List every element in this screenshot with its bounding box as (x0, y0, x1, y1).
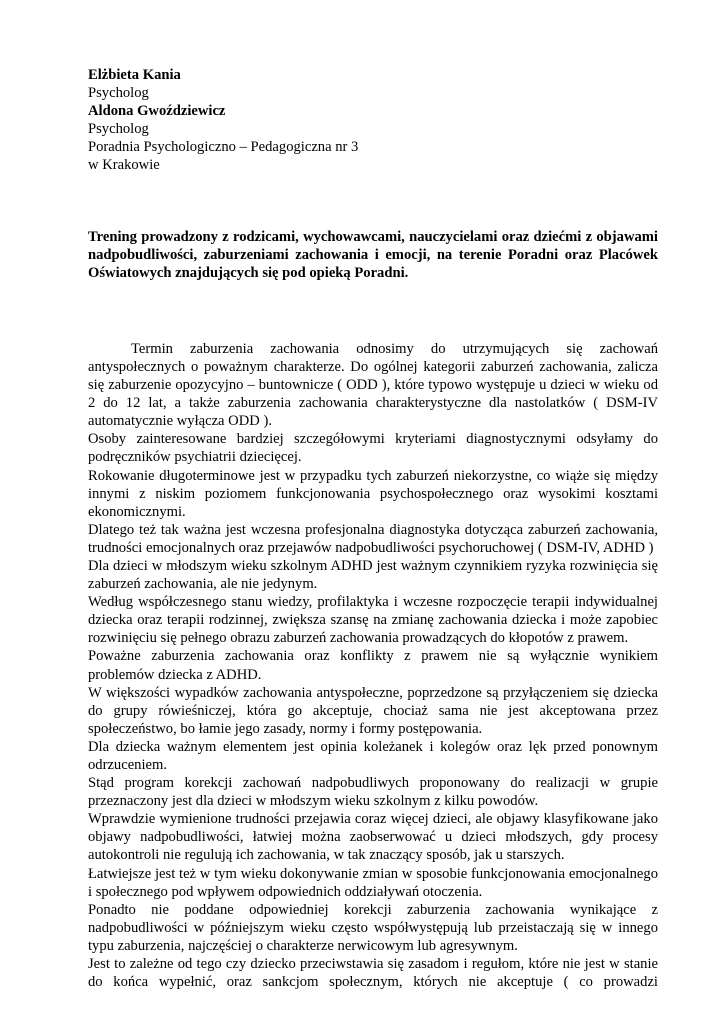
paragraph: Ponadto nie poddane odpowiedniej korekcji zaburzenia zachowania wynikające z nadpobudliwości w późniejszym wieku często współwystępują lub przeistaczają się w innego typu zaburzenia, najczęściej o charakterze nerwicowym lub agresywnym. (88, 901, 658, 954)
author1-role: Psycholog (88, 85, 149, 102)
paragraph: Poważne zaburzenia zachowania oraz konflikty z prawem nie są wyłącznie wynikiem problemów dziecka z ADHD. (88, 648, 658, 683)
paragraph: Termin zaburzenia zachowania odnosimy do utrzymujących się zachowań antyspołecznych o poważnym charakterze. Do ogólnej kategorii zaburzeń zachowania, zalicza się zaburzenie opozycyjno – buntownicze ( ODD ), które typowo występuje u dzieci w wieku od 2 do 12 lat, a także zaburzenia zachowania charakterystyczne dla nastolatków ( DSM-IV automatycznie wyłącza ODD ). (88, 340, 658, 430)
paragraph: Osoby zainteresowane bardziej szczegółowymi kryteriami diagnostycznymi odsyłamy do podręczników psychiatrii dziecięcej. (88, 431, 658, 466)
paragraph: W większości wypadków zachowania antyspołeczne, poprzedzone są przyłączeniem się dziecka do grupy rówieśniczej, która go akceptuje, chociaż sama nie jest akceptowana przez społeczeństwo, bo łamie jego zasady, normy i formy postępowania. (88, 684, 658, 737)
paragraph: Dla dzieci w młodszym wieku szkolnym ADHD jest ważnym czynnikiem ryzyka rozwinięcia się zaburzeń zachowania, ale nie jedynym. (88, 557, 658, 593)
paragraph: Wprawdzie wymienione trudności przejawia coraz więcej dzieci, ale objawy klasyfikowane jako objawy nadpobudliwości, łatwiej można zaobserwować u dzieci młodszych, gdy procesy autokontroli nie regulują ich zachowania, w tak znaczący sposób, jak u starszych. (88, 811, 658, 864)
paragraph: Jest to zależne od tego czy dziecko przeciwstawia się zasadom i regułom, które nie jest w stanie do końca wypełnić, oraz sankcjom społecznym, których nie akceptuje ( co prowadzi (88, 956, 658, 991)
paragraph: Dlatego też tak ważna jest wczesna profesjonalna diagnostyka dotycząca zaburzeń zachowania, trudności emocjonalnych oraz przejawów nadpobudliwości psychoruchowej ( DSM-IV, ADHD ) (88, 521, 658, 556)
document-page (88, 66, 658, 991)
city: w Krakowie (88, 157, 160, 174)
institution: Poradnia Psychologiczno – Pedagogiczna nr 3 (88, 139, 359, 156)
document-title: Trening prowadzony z rodzicami, wychowawcami, nauczycielami oraz dziećmi z objawami nadpobudliwości, zaburzeniami zachowania i emocji, na terenie Poradni oraz Placówek Oświatowych znajdujących się pod opieką Poradni. (88, 228, 658, 281)
paragraph: Dla dziecka ważnym elementem jest opinia koleżanek i kolegów oraz lęk przed ponownym odrzuceniem. (88, 738, 658, 773)
author2-name: Aldona Gwoździewicz (88, 103, 226, 120)
author1-name: Elżbieta Kania (88, 67, 181, 83)
author-header (88, 66, 658, 175)
author2-role: Psycholog (88, 121, 149, 138)
paragraph: Stąd program korekcji zachowań nadpobudliwych proponowany do realizacji w grupie przeznaczony jest dla dzieci w młodszym wieku szkolnym z kilku powodów. (88, 775, 658, 810)
paragraph: Według współczesnego stanu wiedzy, profilaktyka i wczesne rozpoczęcie terapii indywidualnej dziecka oraz terapii rodzinnej, zwiększa szansę na zmianę zachowania dziecka i może zapobiec rozwinięciu się pełnego obrazu zaburzeń zachowania prowadzących do kłopotów z prawem. (88, 594, 658, 647)
body-text (88, 340, 658, 991)
paragraph: Rokowanie długoterminowe jest w przypadku tych zaburzeń niekorzystne, co wiąże się między innymi z niskim poziomem funkcjonowania psychospołecznego oraz wysokimi kosztami ekonomicznymi. (88, 467, 658, 520)
paragraph: Łatwiejsze jest też w tym wieku dokonywanie zmian w sposobie funkcjonowania emocjonalnego i społecznego pod wpływem odpowiednich oddziaływań otoczenia. (88, 865, 658, 900)
